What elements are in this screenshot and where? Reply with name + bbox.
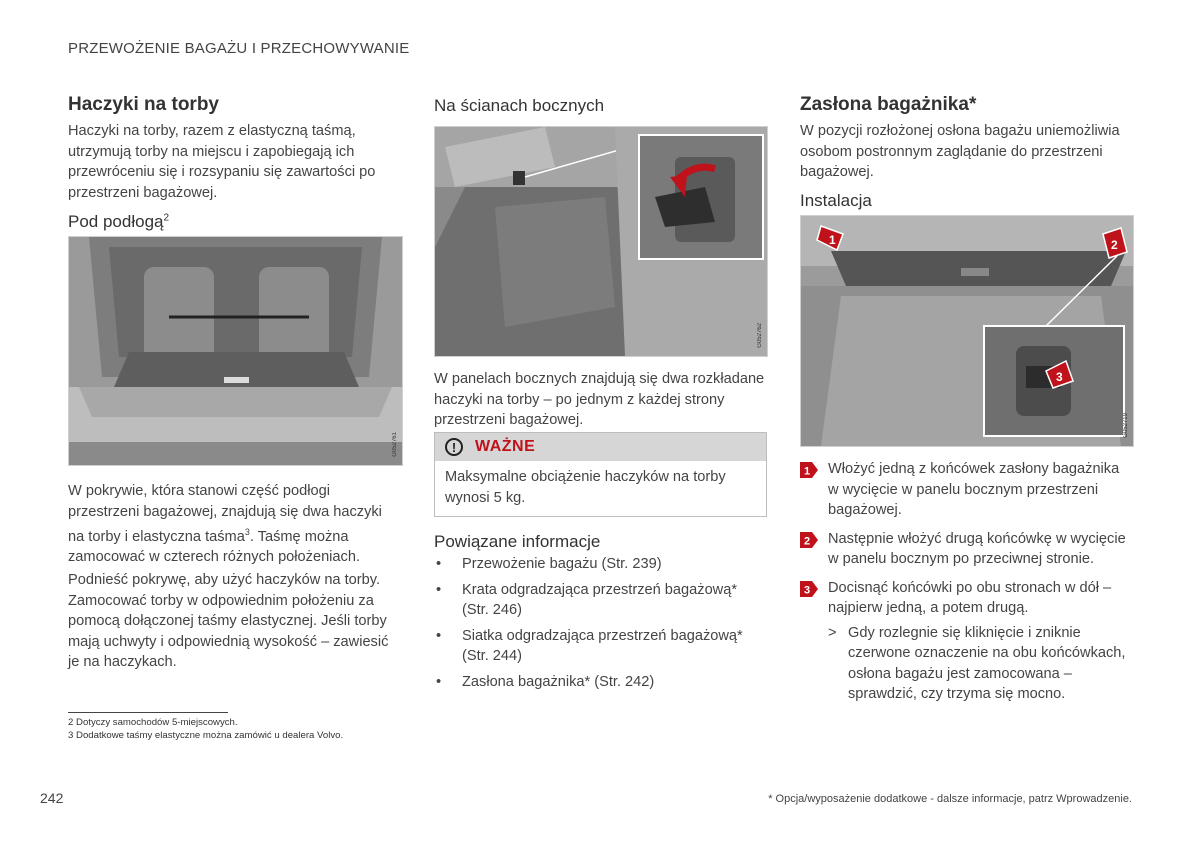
trunk-floor-illustration — [69, 237, 402, 465]
svg-text:1: 1 — [829, 233, 836, 247]
svg-text:2: 2 — [1111, 238, 1118, 252]
footnote-divider — [68, 712, 228, 713]
subheading-side-walls: Na ścianach bocznych — [434, 96, 605, 115]
step-text: Docisnąć końcówki po obu stronach w dół – najpierw jedną, a potem drugą. — [828, 579, 1112, 616]
warning-header — [435, 433, 766, 461]
para-lift-cover: Podnieść pokrywę, aby użyć haczyków na torby. Zamocować torby w odpowiednim położeniu za pomocą dołączonej taśmy elastycznej. Jeśli torby mają uchwyty i odpowiednią wysokość – zawiesić je na haczykach. — [68, 572, 389, 670]
warning-text: Maksymalne obciążenie haczyków na torby wynosi 5 kg. — [445, 469, 726, 506]
related-link[interactable]: • Krata odgradzająca przestrzeń bagażową* (Str. 246) — [434, 580, 766, 621]
footnote-ref-2: 2 — [163, 212, 170, 224]
subheading-related: Powiązane informacje — [434, 532, 601, 551]
figure-code: G052719 — [1123, 413, 1129, 438]
intro-cargo-cover: W pozycji rozłożonej osłona bagażu uniemożliwia osobom postronnym zaglądanie do przestrzeni bagażowej. — [800, 123, 1120, 180]
side-wall-illustration — [435, 127, 767, 356]
exclamation-icon: ! — [445, 438, 463, 456]
svg-text:3: 3 — [804, 584, 811, 596]
warning-title: WAŻNE — [475, 438, 536, 455]
result-arrow-icon: > — [828, 624, 837, 641]
footnote-3: 3 Dodatkowe taśmy elastyczne można zamówić u dealera Volvo. — [68, 729, 344, 741]
step-number-icon — [800, 581, 818, 597]
figure-code: G052761 — [392, 432, 398, 457]
heading-bag-hooks: Haczyki na torby — [68, 94, 219, 115]
step-text: Następnie włożyć drugą końcówkę w wycięcie w panelu bocznym po przeciwnej stronie. — [828, 530, 1126, 567]
related-link[interactable]: • Przewożenie bagażu (Str. 239) — [434, 554, 766, 575]
figure-code: G052762 — [757, 323, 763, 348]
step-3 — [800, 578, 1130, 705]
step-text: Włożyć jedną z końcówek zasłony bagażnika w wycięcie w panelu bocznym przestrzeni bagażowej. — [828, 461, 1120, 518]
step-2 — [800, 529, 1130, 570]
result-text: Gdy rozlegnie się kliknięcie i zniknie czerwone oznaczenie na obu końcówkach, osłona bagażu jest zamocowana – sprawdzić, czy trzyma się mocno. — [848, 624, 1126, 702]
related-link[interactable]: • Zasłona bagażnika* (Str. 242) — [434, 672, 766, 693]
cargo-cover-illustration — [801, 216, 1133, 446]
footnote-ref-3: 3 — [244, 527, 250, 537]
subheading-under-floor: Pod podłogą$^2$ — [68, 212, 170, 231]
footer-note: * Opcja/wyposażenie dodatkowe - dalsze informacje, patrz Wprowadzenie. — [768, 793, 1132, 805]
install-steps — [800, 459, 1130, 713]
step-number-icon — [800, 462, 818, 478]
heading-cargo-cover: Zasłona bagażnika* — [800, 94, 977, 115]
page-number: 242 — [40, 790, 64, 806]
footnote-2: 2 Dotyczy samochodów 5-miejscowych. — [68, 717, 238, 728]
svg-text:1: 1 — [804, 465, 811, 478]
subheading-installation: Instalacja — [800, 191, 872, 210]
step-number-icon — [800, 532, 818, 548]
figure-under-floor-hooks — [68, 236, 403, 466]
warning-box — [434, 432, 767, 517]
svg-text:3: 3 — [1056, 370, 1063, 384]
related-link[interactable]: • Siatka odgradzająca przestrzeń bagażową* (Str. 244) — [434, 626, 766, 667]
step-1 — [800, 459, 1130, 521]
figure-cargo-cover-install — [800, 215, 1134, 447]
step-result — [828, 623, 1130, 705]
footnotes — [68, 717, 428, 742]
para-floor-hooks: W pokrywie, która stanowi część podłogi przestrzeni bagażowej, znajdują się dwa haczyki na torby i elastyczna taśma$^3$. Taśmę można zamocować w czterech różnych położeniach. — [68, 483, 382, 566]
running-header: PRZEWOŻENIE BAGAŻU I PRZECHOWYWANIE — [68, 40, 410, 57]
figure-side-wall-hooks — [434, 126, 768, 357]
para-side-hooks: W panelach bocznych znajdują się dwa rozkładane haczyki na torby – po jednym z każdej strony przestrzeni bagażowej. — [434, 371, 765, 428]
related-list — [434, 554, 766, 697]
intro-bag-hooks: Haczyki na torby, razem z elastyczną taśmą, utrzymują torby na miejscu i zapobiegają ich przewróceniu się i rozsypaniu się zawartości po przestrzeni bagażowej. — [68, 123, 376, 201]
svg-text:2: 2 — [804, 535, 811, 547]
